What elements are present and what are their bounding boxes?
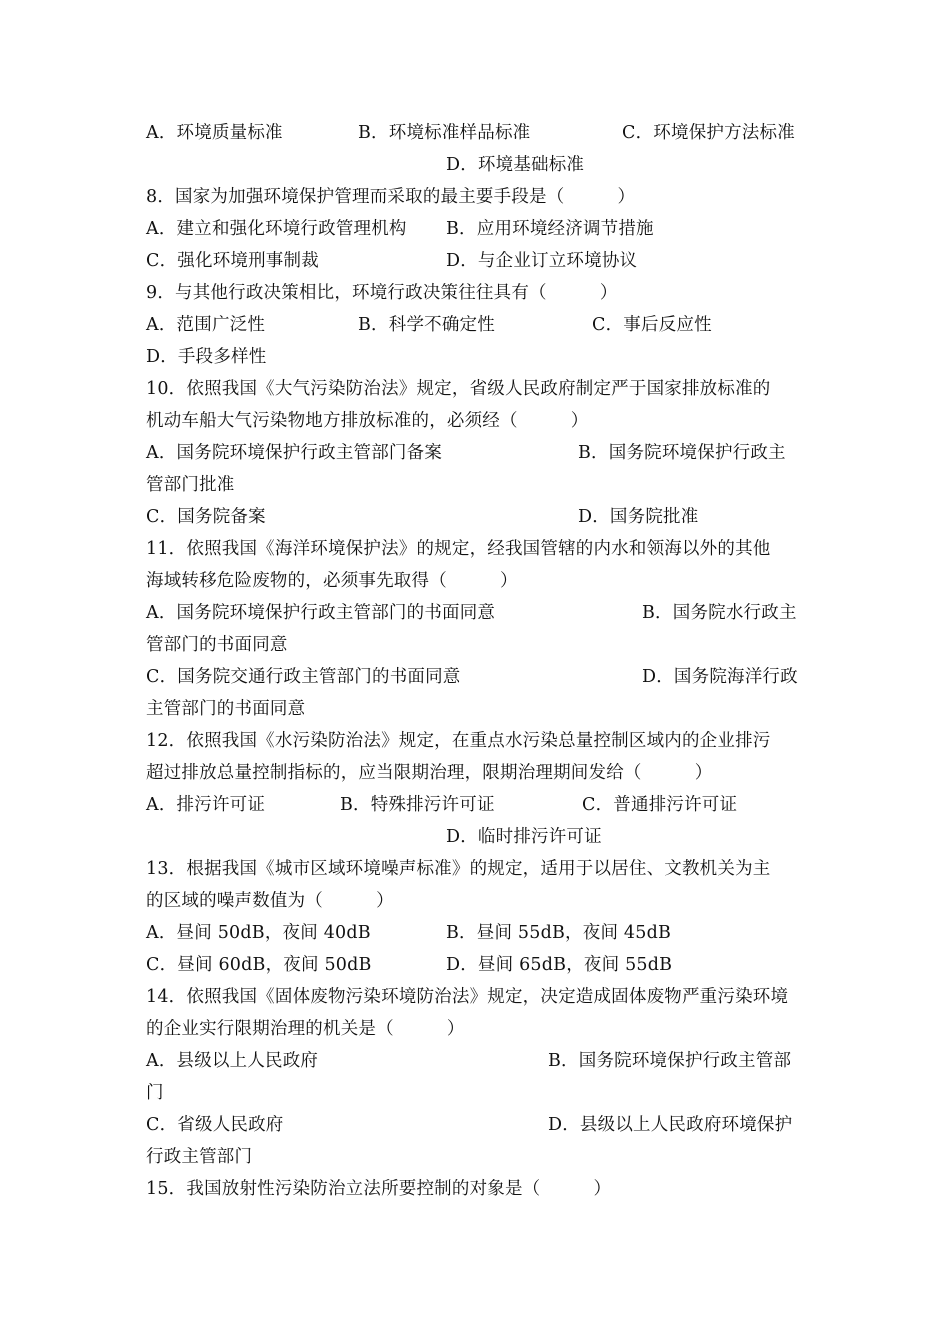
q12-option-d: D．临时排污许可证 — [446, 827, 602, 847]
q12-option-b: B．特殊排污许可证 — [340, 795, 495, 815]
q11-option-d-line2: 主管部门的书面同意 — [146, 699, 306, 719]
q7-option-a: A．环境质量标准 — [146, 123, 283, 143]
q13-stem-line2: 的区域的噪声数值为（ ） — [146, 891, 394, 911]
q11-stem-line1: 11．依照我国《海洋环境保护法》的规定，经我国管辖的内水和领海以外的其他 — [146, 539, 771, 559]
q12-stem-line2: 超过排放总量控制指标的，应当限期治理，限期治理期间发给（ ） — [146, 763, 713, 783]
q8-option-c: C．强化环境刑事制裁 — [146, 251, 319, 271]
q10-option-b-line2: 管部门批准 — [146, 475, 235, 495]
q14-option-d-line2: 行政主管部门 — [146, 1147, 253, 1167]
q8-option-b: B．应用环境经济调节措施 — [446, 219, 654, 239]
q10-option-b-line1: B．国务院环境保护行政主 — [578, 443, 786, 463]
q10-stem-line2: 机动车船大气污染物地方排放标准的，必须经（ ） — [146, 411, 589, 431]
q10-stem-line1: 10．依照我国《大气污染防治法》规定，省级人民政府制定严于国家排放标准的 — [146, 379, 771, 399]
q10-option-c: C．国务院备案 — [146, 507, 266, 527]
q13-option-b: B．昼间 55dB，夜间 45dB — [446, 923, 672, 943]
q7-option-c: C．环境保护方法标准 — [622, 123, 795, 143]
q12-option-a: A．排污许可证 — [146, 795, 266, 815]
q10-option-a: A．国务院环境保护行政主管部门备案 — [146, 443, 443, 463]
q13-option-d: D．昼间 65dB，夜间 55dB — [446, 955, 673, 975]
q11-option-c: C．国务院交通行政主管部门的书面同意 — [146, 667, 461, 687]
q13-option-a: A．昼间 50dB，夜间 40dB — [146, 923, 371, 943]
q9-option-d: D．手段多样性 — [146, 347, 267, 367]
q11-option-a: A．国务院环境保护行政主管部门的书面同意 — [146, 603, 496, 623]
q8-option-d: D．与企业订立环境协议 — [446, 251, 638, 271]
q14-option-a: A．县级以上人民政府 — [146, 1051, 319, 1071]
q9-stem: 9．与其他行政决策相比，环境行政决策往往具有（ ） — [146, 283, 618, 303]
q14-option-d-line1: D．县级以上人民政府环境保护 — [548, 1115, 793, 1135]
q14-stem-line1: 14．依照我国《固体废物污染环境防治法》规定，决定造成固体废物严重污染环境 — [146, 987, 789, 1007]
q14-stem-line2: 的企业实行限期治理的机关是（ ） — [146, 1019, 465, 1039]
q13-option-c: C．昼间 60dB，夜间 50dB — [146, 955, 372, 975]
q8-stem: 8．国家为加强环境保护管理而采取的最主要手段是（ ） — [146, 187, 636, 207]
q11-option-b-line2: 管部门的书面同意 — [146, 635, 288, 655]
q13-stem-line1: 13．根据我国《城市区域环境噪声标准》的规定，适用于以居住、文教机关为主 — [146, 859, 771, 879]
q8-option-a: A．建立和强化环境行政管理机构 — [146, 219, 407, 239]
q11-stem-line2: 海域转移危险废物的，必须事先取得（ ） — [146, 571, 518, 591]
q15-stem: 15．我国放射性污染防治立法所要控制的对象是（ ） — [146, 1179, 612, 1199]
q14-option-c: C．省级人民政府 — [146, 1115, 284, 1135]
q12-option-c: C．普通排污许可证 — [582, 795, 738, 815]
q7-option-d: D．环境基础标准 — [446, 155, 585, 175]
q10-option-d: D．国务院批准 — [578, 507, 699, 527]
q11-option-d-line1: D．国务院海洋行政 — [642, 667, 798, 687]
q11-option-b-line1: B．国务院水行政主 — [642, 603, 797, 623]
q7-option-b: B．环境标准样品标准 — [358, 123, 531, 143]
q14-option-b-line2: 门 — [146, 1083, 164, 1103]
q9-option-c: C．事后反应性 — [592, 315, 712, 335]
q14-option-b-line1: B．国务院环境保护行政主管部 — [548, 1051, 792, 1071]
q9-option-a: A．范围广泛性 — [146, 315, 266, 335]
q9-option-b: B．科学不确定性 — [358, 315, 495, 335]
q12-stem-line1: 12．依照我国《水污染防治法》规定，在重点水污染总量控制区域内的企业排污 — [146, 731, 771, 751]
